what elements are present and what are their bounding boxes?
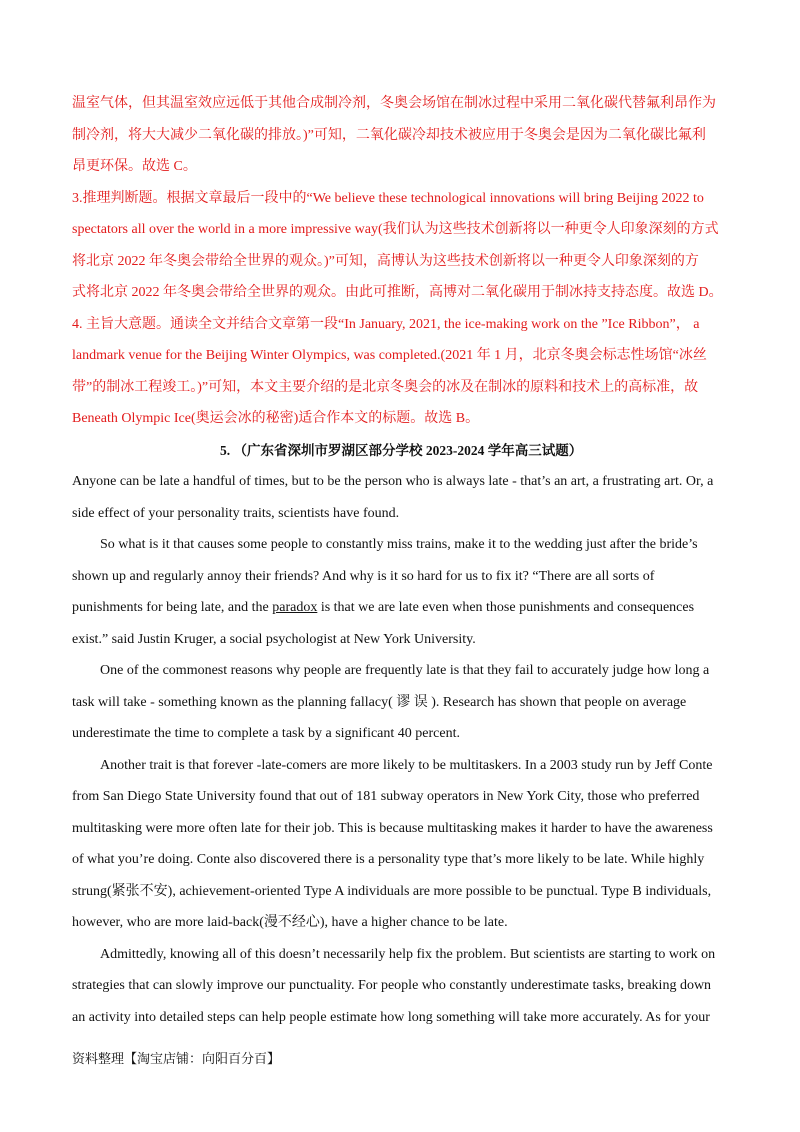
passage-line: strategies that can slowly improve our punctuality. For people who constantly underestimate tasks, breaking down xyxy=(72,978,712,993)
answer-line: landmark venue for the Beijing Winter Olympics, was completed.(2021 年 1 月，北京冬奥会标志性场馆“冰丝 xyxy=(72,348,707,363)
document-page xyxy=(72,94,728,1039)
answer-line: 将北京 2022 年冬奥会带给全世界的观众。)”可知，高博认为这些技术创新将以一种更令人印象深刻的方 xyxy=(72,253,699,269)
answer-line: Beneath Olympic Ice(奥运会冰的秘密)适合作本文的标题。故选 B。 xyxy=(72,411,480,426)
answer-line: spectators all over the world in a more impressive way(我们认为这些技术创新将以一种更令人印象深刻的方式 xyxy=(72,222,719,237)
passage-line: strung(紧张不安), achievement-oriented Type A individuals are more possible to be punctual. Type B individuals, xyxy=(72,883,712,899)
answer-line: 带”的制冰工程竣工。)”可知，本文主要介绍的是北京冬奥会的冰及在制冰的原料和技术上的高标准，故 xyxy=(72,379,699,395)
passage-line: So what is it that causes some people to constantly miss trains, make it to the wedding just after the bride’s xyxy=(100,537,698,552)
passage-line: One of the commonest reasons why people are frequently late is that they fail to accurately judge how long a xyxy=(100,663,710,678)
paradox-before: punishments for being late, and the xyxy=(72,600,273,615)
passage-line: side effect of your personality traits, scientists have found. xyxy=(72,505,400,521)
page-footer: 资料整理【淘宝店铺：向阳百分百】 xyxy=(72,1051,281,1066)
passage-line: shown up and regularly annoy their friends? And why is it so hard for us to fix it? “There are all sorts of xyxy=(72,568,655,584)
passage-line: of what you’re doing. Conte also discovered there is a personality type that’s more likely to be late. While highly xyxy=(72,852,705,867)
passage-line: multitasking were more often late for their job. This is because multitasking makes it harder to have the awareness xyxy=(72,820,713,836)
answer-line: 3.推理判断题。根据文章最后一段中的“We believe these technological innovations will bring Beijing 2022 to xyxy=(72,190,704,206)
passage-line: Another trait is that forever -late-comers are more likely to be multitaskers. In a 2003 study run by Jeff Conte xyxy=(100,757,713,773)
passage-line: however, who are more laid-back(漫不经心), have a higher chance to be late. xyxy=(72,915,508,930)
passage-line: exist.” said Justin Kruger, a social psychologist at New York University. xyxy=(72,631,476,647)
answer-line: 昂更环保。故选 C。 xyxy=(72,159,197,174)
passage-line: from San Diego State University found that out of 181 subway operators in New York City, those who preferred xyxy=(72,789,700,804)
answer-line: 式将北京 2022 年冬奥会带给全世界的观众。由此可推断，高博对二氧化碳用于制冰持支持态度。故选 D。 xyxy=(72,285,723,300)
answer-line: 温室气体，但其温室效应远低于其他合成制冷剂，冬奥会场馆在制冰过程中采用二氧化碳代替氟利昂作为 xyxy=(72,96,716,111)
question-heading: 5. （广东省深圳市罗湖区部分学校 2023-2024 学年高三试题） xyxy=(220,442,583,458)
passage-line: underestimate the time to complete a task by a significant 40 percent. xyxy=(72,726,460,741)
answer-line: 制冷剂，将大大减少二氧化碳的排放。)”可知，二氧化碳冷却技术被应用于冬奥会是因为二氧化碳比氟利 xyxy=(72,127,706,143)
passage-line: Anyone can be late a handful of times, but to be the person who is always late - that’s an art, a frustrating art. Or, a xyxy=(72,474,714,489)
paradox-after: is that we are late even when those punishments and consequences xyxy=(317,600,695,615)
answer-line: 4. 主旨大意题。通读全文并结合文章第一段“In January, 2021, the ice-making work on the ”Ice Ribbon”， a xyxy=(72,316,700,332)
passage-line: an activity into detailed steps can help people estimate how long something will take more accurately. As for your xyxy=(72,1009,710,1025)
passage-line-paradox xyxy=(72,598,728,630)
passage-line: task will take - something known as the planning fallacy( 谬 误 ). Research has shown that people on average xyxy=(72,694,687,710)
passage-line: Admittedly, knowing all of this doesn’t necessarily help fix the problem. But scientists are starting to work on xyxy=(100,946,716,962)
paradox-word: paradox xyxy=(272,600,318,615)
